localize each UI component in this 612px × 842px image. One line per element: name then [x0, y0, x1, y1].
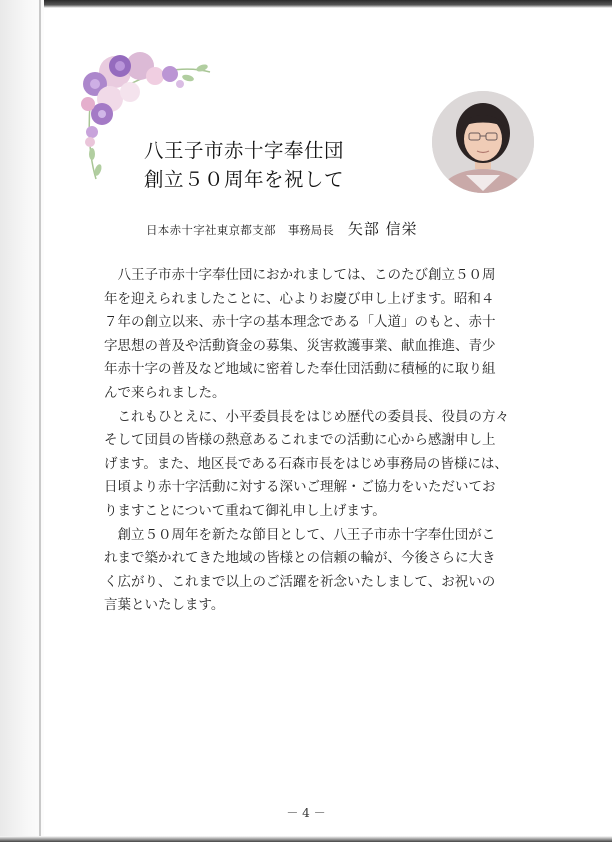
body-line: れまで築かれてきた地域の皆様との信頼の輪が、今後さらに大き — [104, 550, 496, 567]
body-line: んで来られました。 — [104, 384, 226, 401]
author-role: 事務局長 — [287, 223, 334, 237]
article-body — [104, 264, 536, 618]
body-line: 言葉といたします。 — [104, 597, 225, 614]
author-organization: 日本赤十字社東京都支部 — [146, 223, 276, 237]
body-line: 字思想の普及や活動資金の募集、災害救護事業、献血推進、青少 — [104, 337, 496, 354]
page-left-margin — [0, 0, 44, 842]
body-line: そして団員の皆様の熱意あるこれまでの活動に心から感謝申し上 — [104, 432, 496, 449]
body-line: 創立５０周年を新たな節目として、八王子市赤十字奉仕団がこ — [104, 526, 496, 543]
body-line: 年を迎えられましたことに、心よりお慶び申し上げます。昭和４ — [104, 290, 495, 307]
page-number: － 4 － — [286, 806, 326, 820]
body-line: げます。また、地区長である石森市長をはじめ事務局の皆様には、 — [104, 455, 508, 472]
body-line: く広がり、これまで以上のご活躍を祈念いたしまして、お祝いの — [104, 573, 496, 590]
body-line: 八王子市赤十字奉仕団におかれましては、このたび創立５０周 — [104, 267, 496, 283]
page-bottom-edge — [0, 836, 612, 842]
author-byline — [146, 218, 418, 239]
body-line: これもひとえに、小平委員長をはじめ歴代の委員長、役員の方々 — [104, 408, 509, 425]
title-line-1: 八王子市赤十字奉仕団 — [144, 139, 345, 162]
author-portrait — [432, 91, 534, 193]
author-name: 矢部 信栄 — [347, 220, 418, 238]
binding-edge — [39, 0, 41, 842]
body-line: りますことについて重ねて御礼申し上げます。 — [104, 502, 386, 519]
article-title — [144, 136, 344, 194]
title-line-2: 創立５０周年を祝して — [144, 168, 345, 191]
page-top-edge — [0, 0, 612, 8]
body-line: 日頃より赤十字活動に対する深いご理解・ご協力をいただいてお — [104, 479, 496, 496]
body-line: ７年の創立以来、赤十字の基本理念である「人道」のもと、赤十 — [104, 314, 496, 331]
body-line: 年赤十字の普及など地域に密着した奉仕団活動に積極的に取り組 — [104, 361, 496, 378]
